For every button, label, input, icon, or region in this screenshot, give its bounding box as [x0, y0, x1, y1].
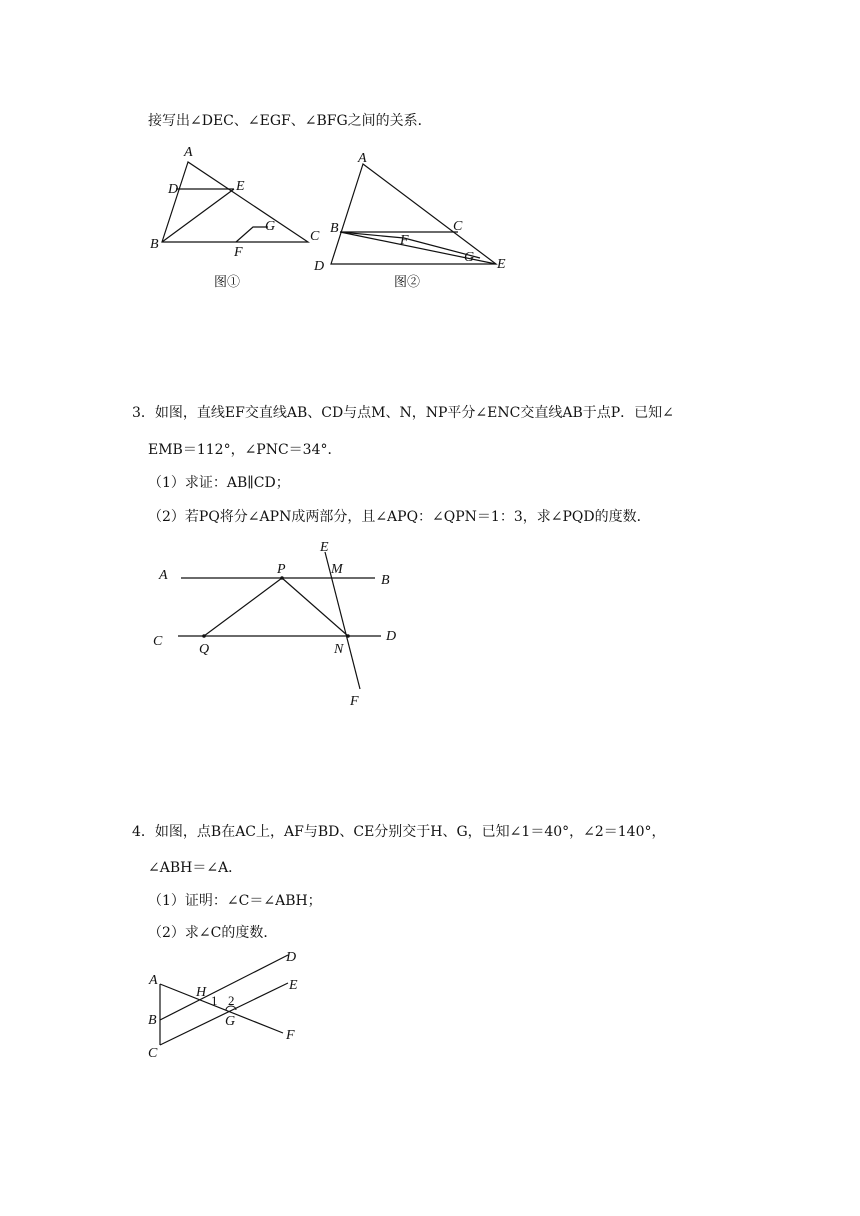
ray-ce: [160, 983, 288, 1045]
figure-1-triangle: [140, 138, 340, 298]
q4-stem-line2: ∠ABH＝∠A．: [148, 860, 243, 876]
label-G: G: [225, 1014, 236, 1029]
label-F: F: [350, 694, 359, 709]
q3-stem-line2: EMB＝112°，∠PNC＝34°．: [148, 442, 342, 458]
figure-3-parallel-lines: [145, 535, 415, 715]
label-E: E: [236, 179, 245, 194]
label-A: A: [184, 145, 193, 160]
segment-bf: [340, 232, 404, 238]
point-n: [346, 634, 350, 638]
label-F: F: [286, 1028, 295, 1043]
label-G: G: [265, 219, 276, 234]
label-E: E: [320, 540, 329, 555]
label-C: C: [153, 634, 163, 649]
ray-af: [160, 984, 283, 1033]
label-B: B: [150, 237, 159, 252]
label-M: M: [331, 562, 343, 577]
segment-fg: [236, 227, 268, 242]
triangle-ade: [331, 164, 496, 264]
label-D: D: [314, 259, 325, 274]
q3-stem-line1: 3．如图，直线EF交直线AB、CD与点M、N，NP平分∠ENC交直线AB于点P．已知∠: [132, 405, 674, 421]
label-D: D: [168, 182, 179, 197]
label-A: A: [159, 568, 168, 583]
angle-1-label: 1: [211, 993, 218, 1008]
figure-1-caption: 图①: [214, 274, 241, 289]
label-C: C: [453, 219, 463, 234]
label-F: F: [234, 245, 243, 260]
figure-4-transversal: [140, 945, 320, 1065]
label-B: B: [148, 1013, 157, 1028]
label-E: E: [289, 978, 298, 993]
label-Q: Q: [199, 642, 210, 657]
angle-2-label: 2: [228, 993, 235, 1008]
segment-pn: [282, 578, 348, 636]
label-G: G: [464, 250, 475, 265]
label-A: A: [149, 973, 158, 988]
q3-part2: （2）若PQ将分∠APN成两部分，且∠APQ：∠QPN＝1：3，求∠PQD的度数．: [148, 509, 651, 525]
q4-part1: （1）证明：∠C＝∠ABH；: [148, 893, 322, 909]
label-P: P: [277, 562, 286, 577]
q2-tail-text: 接写出∠DEC、∠EGF、∠BFG之间的关系．: [148, 113, 432, 129]
segment-pq: [204, 578, 282, 636]
label-C: C: [310, 229, 320, 244]
label-C: C: [148, 1046, 158, 1061]
triangle-abc: [162, 162, 308, 242]
q4-part2: （2）求∠C的度数．: [148, 925, 278, 941]
figure-2-triangle: [312, 146, 532, 296]
label-D: D: [286, 950, 297, 965]
label-H: H: [196, 985, 207, 1000]
label-E: E: [497, 257, 506, 272]
point-q: [202, 634, 206, 638]
label-F: F: [400, 233, 409, 248]
label-A: A: [358, 151, 367, 166]
figure-2-caption: 图②: [394, 274, 421, 289]
ray-bd: [160, 955, 288, 1020]
label-B: B: [330, 221, 339, 236]
q3-part1: （1）求证：AB∥CD；: [148, 475, 290, 491]
label-N: N: [334, 642, 344, 657]
q4-stem-line1: 4．如图，点B在AC上，AF与BD、CE分别交于H、G，已知∠1＝40°，∠2＝140°，: [132, 824, 666, 840]
label-D: D: [386, 629, 397, 644]
label-B: B: [381, 573, 390, 588]
